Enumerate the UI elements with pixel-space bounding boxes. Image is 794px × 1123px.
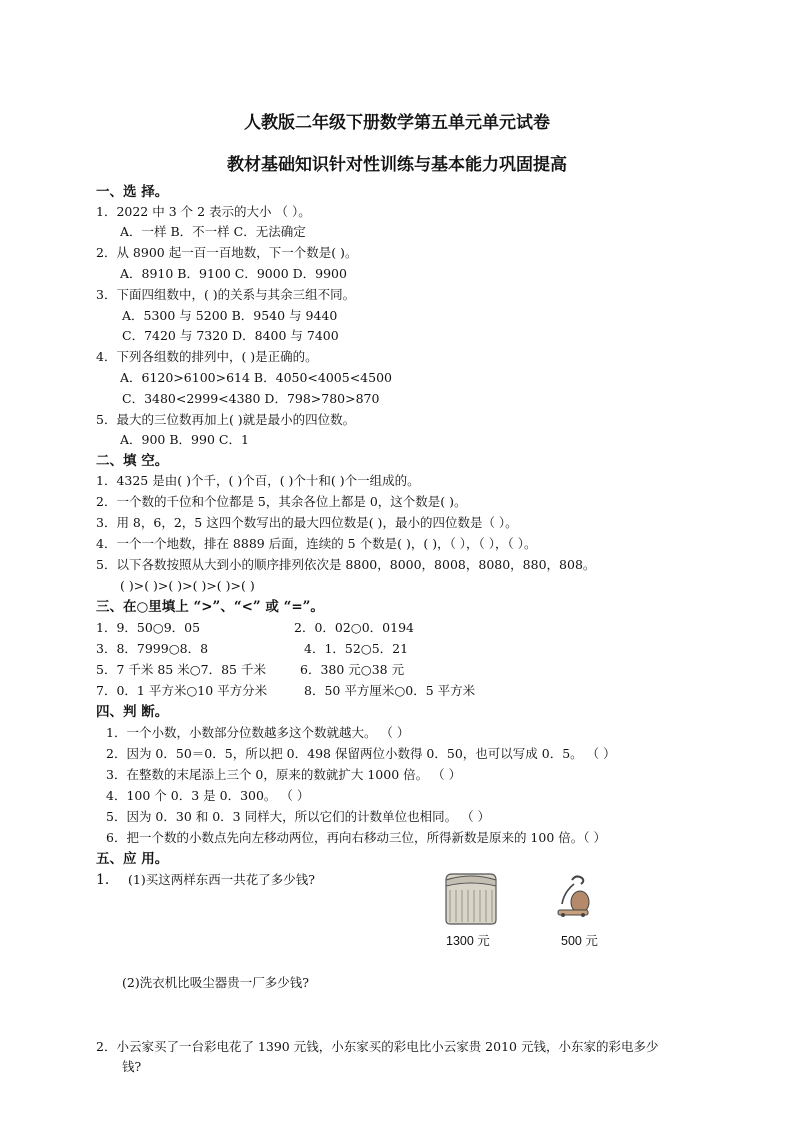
choice-q4-options-1: A．6120>6100>614 B．4050<4005<4500	[120, 370, 392, 385]
app-q1-number: 1．	[96, 872, 119, 888]
section-application: 五、应 用。	[96, 851, 169, 867]
compare-7: 7．0．1 平方米○10 平方分米	[96, 683, 268, 698]
choice-q1-options: A．一样 B．不一样 C．无法确定	[120, 224, 306, 239]
fill-q2: 2．一个数的千位和个位都是 5，其余各位上都是 0，这个数是( )。	[96, 494, 467, 509]
compare-2: 2．0．02○0．0194	[294, 620, 414, 635]
choice-q3-options-2: C．7420 与 7320 D．8400 与 7400	[122, 328, 339, 343]
section-choice: 一、选 择。	[96, 184, 169, 200]
fill-q3: 3．用 8，6，2，5 这四个数写出的最大四位数是( )，最小的四位数是（ ）。	[96, 515, 518, 530]
vacuum-cleaner-icon	[554, 872, 594, 918]
exam-subtitle: 教材基础知识针对性训练与基本能力巩固提高	[227, 155, 567, 175]
choice-q3: 3．下面四组数中，( )的关系与其余三组不同。	[96, 287, 356, 302]
price-washing-machine: 1300 元	[446, 934, 490, 948]
compare-8: 8．50 平方厘米○0．5 平方米	[304, 683, 476, 698]
choice-q3-options-1: A．5300 与 5200 B．9540 与 9440	[122, 308, 338, 323]
section-compare: 三、在○里填上 “>”、“<” 或 “=”。	[96, 599, 324, 615]
choice-q1: 1．2022 中 3 个 2 表示的大小 （ ）。	[96, 204, 311, 219]
fill-q1: 1．4325 是由( )个千，( )个百，( )个十和( )个一组成的。	[96, 473, 420, 488]
judge-q4: 4．100 个 0．3 是 0．300。 （ ）	[106, 788, 310, 803]
price-vacuum-cleaner: 500 元	[561, 934, 598, 948]
section-fill: 二、填 空。	[96, 453, 169, 469]
choice-q2: 2．从 8900 起一百一百地数，下一个数是( )。	[96, 245, 358, 260]
compare-1: 1．9．50○9．05	[96, 620, 201, 635]
compare-6: 6．380 元○38 元	[300, 662, 405, 677]
washing-machine-icon	[440, 870, 502, 926]
exam-title: 人教版二年级下册数学第五单元单元试卷	[244, 113, 550, 133]
app-q1-part1: (1)买这两样东西一共花了多少钱?	[128, 872, 315, 887]
fill-q4: 4．一个一个地数，排在 8889 后面，连续的 5 个数是( )，( )，（ ），（ ），（ ）。	[96, 536, 537, 551]
judge-q3: 3．在整数的末尾添上三个 0，原来的数就扩大 1000 倍。 （ ）	[106, 767, 462, 782]
choice-q4-options-2: C．3480<2999<4380 D．798>780>870	[122, 391, 380, 406]
choice-q2-options: A．8910 B．9100 C．9000 D．9900	[120, 266, 347, 281]
choice-q5: 5．最大的三位数再加上( )就是最小的四位数。	[96, 412, 356, 427]
choice-q4: 4．下列各组数的排列中，( )是正确的。	[96, 349, 318, 364]
app-q2: 2．小云家买了一台彩电花了 1390 元钱，小东家买的彩电比小云家贵 2010 元钱，小东家的彩电多少	[96, 1039, 659, 1054]
judge-q1: 1．一个小数，小数部分位数越多这个数就越大。 （ ）	[106, 725, 410, 740]
app-q1-part2: (2)洗衣机比吸尘器贵一厂多少钱?	[122, 975, 309, 990]
judge-q2: 2．因为 0．50＝0．5，所以把 0．498 保留两位小数得 0．50，也可以写成 0．5。 （ ）	[106, 746, 616, 761]
compare-3: 3．8．7999○8．8	[96, 641, 209, 656]
compare-4: 4．1．52○5．21	[304, 641, 409, 656]
app-q2-continued: 钱?	[122, 1059, 142, 1074]
choice-q5-options: A．900 B．990 C．1	[120, 432, 249, 447]
judge-q5: 5．因为 0．30 和 0．3 同样大，所以它们的计数单位也相同。 （ ）	[106, 809, 491, 824]
fill-q5: 5．以下各数按照从大到小的顺序排列依次是 8800，8000，8008，8080，880，808。	[96, 557, 596, 572]
judge-q6: 6．把一个数的小数点先向左移动两位，再向右移动三位，所得新数是原来的 100 倍。（ ）	[106, 830, 606, 845]
compare-5: 5．7 千米 85 米○7．85 千米	[96, 662, 266, 677]
section-judge: 四、判 断。	[96, 704, 169, 720]
fill-q5-blanks: ( )>( )>( )>( )>( )>( )	[120, 578, 255, 593]
